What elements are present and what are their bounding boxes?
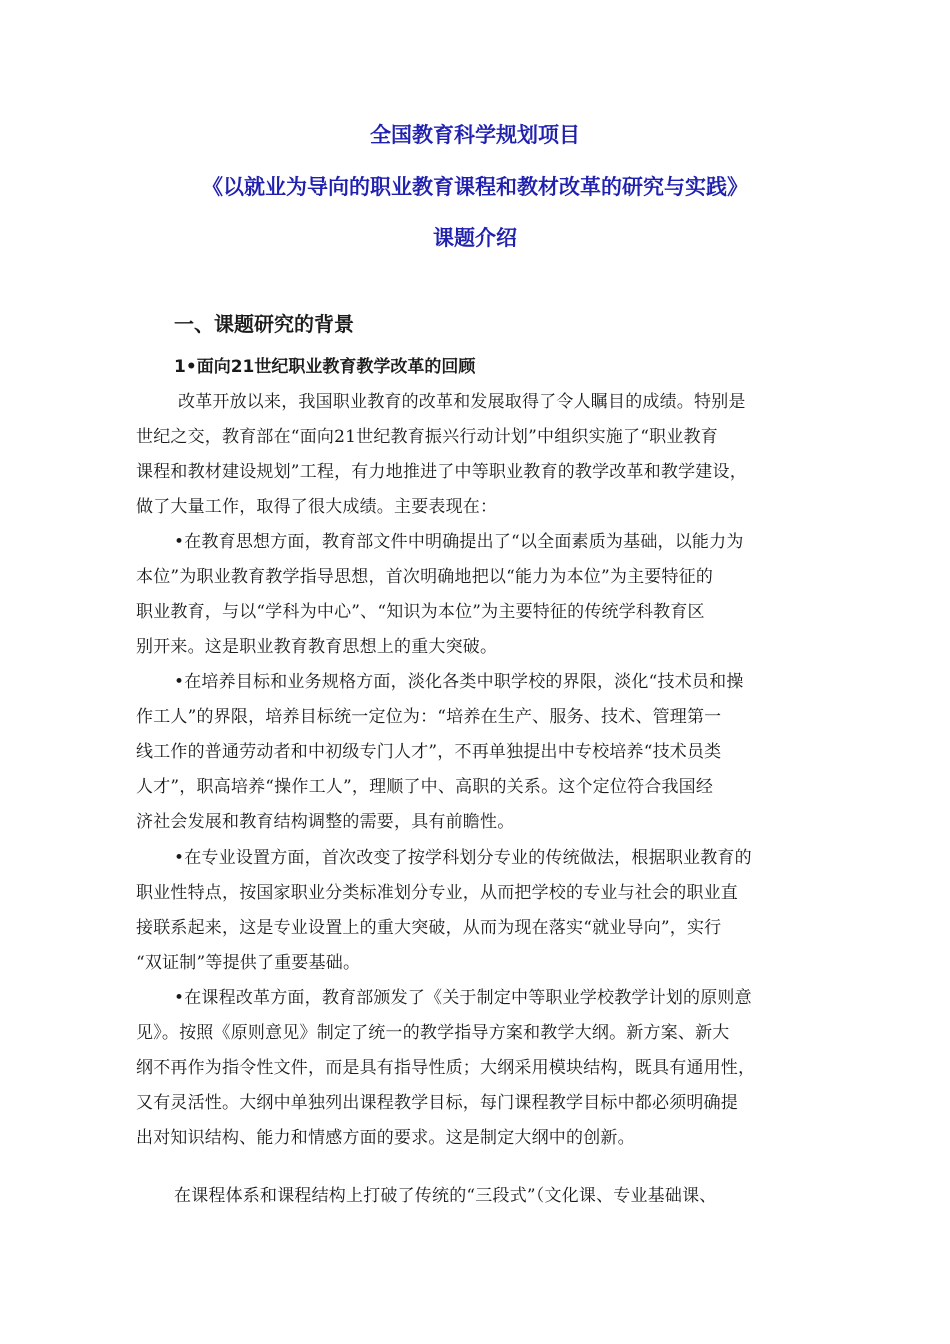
paragraph-line: 线工作的普通劳动者和中初级专门人才”，不再单独提出中专校培养“技术员类: [136, 742, 722, 762]
paragraph-line: 又有灵活性。大纲中单独列出课程教学目标，每门课程教学目标中都必须明确提: [136, 1093, 738, 1113]
paragraph-line: 接联系起来，这是专业设置上的重大突破，从而为现在落实“就业导向”，实行: [136, 918, 722, 938]
paragraph-line: 别开来。这是职业教育教育思想上的重大突破。: [136, 637, 498, 657]
paragraph-line: 人才”，职高培养“操作工人”，理顺了中、高职的关系。这个定位符合我国经: [136, 777, 714, 797]
paragraph-line: •在课程改革方面，教育部颁发了《关于制定中等职业学校教学计划的原则意: [174, 988, 752, 1008]
paragraph-line: 纲不再作为指令性文件，而是具有指导性质；大纲采用模块结构，既具有通用性，: [136, 1058, 756, 1078]
topic-title: 《以就业为导向的职业教育课程和教材改革的研究与实践》: [202, 175, 748, 199]
paragraph-line: 做了大量工作，取得了很大成绩。主要表现在：: [136, 497, 498, 517]
project-title: 全国教育科学规划项目: [370, 123, 580, 147]
paragraph-line: 作工人”的界限，培养目标统一定位为：“培养在生产、服务、技术、管理第一: [136, 707, 722, 727]
paragraph-line: 职业性特点，按国家职业分类标准划分专业，从而把学校的专业与社会的职业直: [136, 883, 738, 903]
paragraph-line: 本位”为职业教育教学指导思想，首次明确地把以“能力为本位”为主要特征的: [136, 567, 714, 587]
paragraph-line: 济社会发展和教育结构调整的需要，具有前瞻性。: [136, 812, 515, 832]
paragraph-line: •在专业设置方面，首次改变了按学科划分专业的传统做法，根据职业教育的: [174, 848, 752, 868]
paragraph-line: 改革开放以来，我国职业教育的改革和发展取得了令人瞩目的成绩。特别是: [178, 392, 746, 412]
section-heading: 一、课题研究的背景: [174, 312, 354, 336]
paragraph-line: •在教育思想方面，教育部文件中明确提出了“以全面素质为基础，以能力为: [174, 532, 744, 552]
paragraph-line: 职业教育，与以“学科为中心”、“知识为本位”为主要特征的传统学科教育区: [136, 602, 705, 622]
intro-title: 课题介绍: [433, 226, 517, 250]
paragraph-line: 出对知识结构、能力和情感方面的要求。这是制定大纲中的创新。: [136, 1128, 635, 1148]
paragraph-line: 见》。按照《原则意见》制定了统一的教学指导方案和教学大纲。新方案、新大: [136, 1023, 730, 1043]
paragraph-line: 世纪之交，教育部在“面向21世纪教育振兴行动计划”中组织实施了“职业教育: [136, 427, 718, 447]
paragraph-line: 课程和教材建设规划”工程，有力地推进了中等职业教育的教学改革和教学建设，: [136, 462, 747, 482]
paragraph-line: •在培养目标和业务规格方面，淡化各类中职学校的界限，淡化“技术员和操: [174, 672, 744, 692]
paragraph-line: “双证制”等提供了重要基础。: [136, 953, 361, 973]
paragraph-line: 在课程体系和课程结构上打破了传统的“三段式”（文化课、专业基础课、: [174, 1186, 717, 1206]
subsection-heading: 1•面向21世纪职业教育教学改革的回顾: [174, 357, 476, 377]
